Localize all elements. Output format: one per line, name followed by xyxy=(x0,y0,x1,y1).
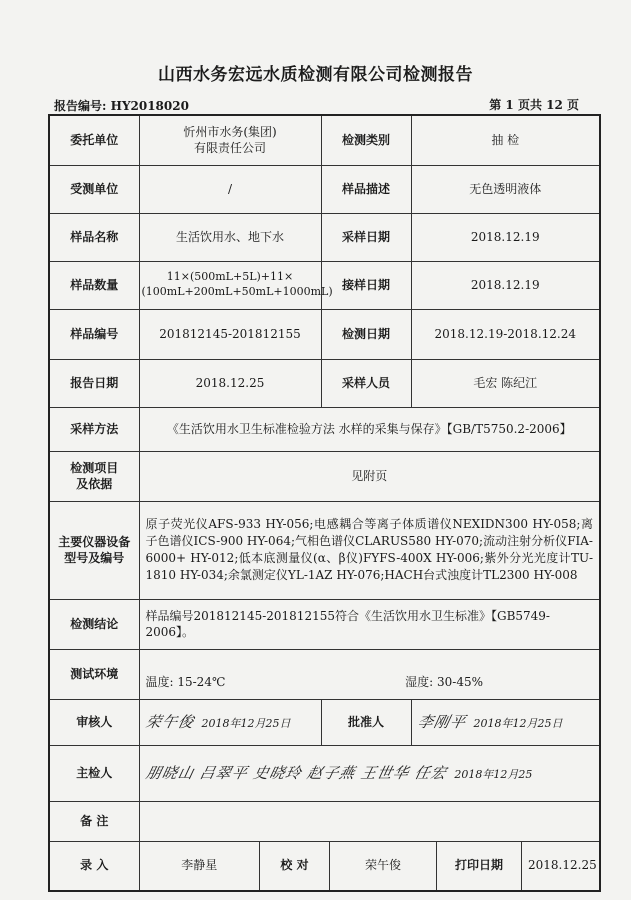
proof-value: 荣午俊 xyxy=(330,842,437,890)
method-value: 《生活饮用水卫生标准检验方法 水样的采集与保存》【GB/T5750.2-2006】 xyxy=(139,407,600,451)
table-row xyxy=(49,649,600,699)
env-label: 测试环境 xyxy=(49,649,139,699)
items-value: 见附页 xyxy=(139,451,600,501)
inspector-date: 2018年12月25 xyxy=(454,767,533,781)
print-date-value: 2018.12.25 xyxy=(528,858,597,873)
report-table xyxy=(48,114,601,892)
entry-subtable xyxy=(140,842,600,890)
conclusion-value: 样品编号201812145-201812155符合《生活饮用水卫生标准》【GB5749-2006】。 xyxy=(139,599,600,649)
entry-label: 录 入 xyxy=(49,841,139,891)
table-row xyxy=(49,501,600,599)
report-title: 山西水务宏远水质检测有限公司检测报告 xyxy=(158,65,473,85)
sample-desc-value: 无色透明液体 xyxy=(411,165,600,213)
test-type-label: 检测类别 xyxy=(321,115,411,165)
items-label: 检测项目 及依据 xyxy=(49,451,139,501)
tested-unit-value: / xyxy=(139,165,321,213)
table-row xyxy=(49,841,600,891)
reviewer-sig: 荣午俊 xyxy=(143,712,196,731)
receive-date-value: 2018.12.19 xyxy=(411,261,600,309)
sampling-date-value: 2018.12.19 xyxy=(411,213,600,261)
receive-date-label: 接样日期 xyxy=(321,261,411,309)
remark-label: 备 注 xyxy=(49,801,139,841)
approver-label: 批准人 xyxy=(321,699,411,745)
method-label: 采样方法 xyxy=(49,407,139,451)
sample-desc-label: 样品描述 xyxy=(321,165,411,213)
table-row xyxy=(49,407,600,451)
sample-no-label: 样品编号 xyxy=(49,309,139,359)
client-label: 委托单位 xyxy=(49,115,139,165)
client-value: 忻州市水务(集团) 有限责任公司 xyxy=(139,115,321,165)
report-number: 报告编号: HY2018020 xyxy=(54,99,189,113)
sample-no-value: 201812145-201812155 xyxy=(139,309,321,359)
test-date-label: 检测日期 xyxy=(321,309,411,359)
humidity-value: 湿度: 30-45% xyxy=(405,675,483,690)
table-row xyxy=(49,359,600,407)
table-row xyxy=(49,261,600,309)
table-row xyxy=(49,213,600,261)
equipment-label: 主要仪器设备 型号及编号 xyxy=(49,501,139,599)
entry-value: 李静星 xyxy=(140,842,260,890)
report-date-value: 2018.12.25 xyxy=(139,359,321,407)
entry-row xyxy=(139,841,600,891)
sample-qty-value: 11×(500mL+5L)+11× (100mL+200mL+50mL+1000mL) xyxy=(139,261,321,309)
temperature-value: 温度: 15-24℃ xyxy=(145,675,226,690)
table-row xyxy=(49,745,600,801)
table-row xyxy=(49,165,600,213)
table-row xyxy=(49,599,600,649)
proof-label: 校 对 xyxy=(260,842,330,890)
table-row xyxy=(49,309,600,359)
table-row xyxy=(140,842,600,890)
sampling-date-label: 采样日期 xyxy=(321,213,411,261)
table-row xyxy=(49,115,600,165)
conclusion-label: 检测结论 xyxy=(49,599,139,649)
inspector-label: 主检人 xyxy=(49,745,139,801)
sample-name-label: 样品名称 xyxy=(49,213,139,261)
reviewer-signature xyxy=(139,699,321,745)
table-row xyxy=(49,699,600,745)
sampler-label: 采样人员 xyxy=(321,359,411,407)
reviewer-date: 2018年12月25日 xyxy=(201,716,291,730)
equipment-value: 原子荧光仪AFS-933 HY-056;电感耦合等离子体质谱仪NEXIDN300 HY-058;离子色谱仪ICS-900 HY-064;气相色谱仪CLARUS580 HY-070;流动注射分析仪FIA-6000+ HY-012;低本底测量仪(α、β仪)FYFS-400X HY-006;紫外分光光度计TU-1810 HY-034;余氯测定仪YL-1AZ HY-076;HACH台式浊度计TL2300 HY-008 xyxy=(139,501,600,599)
reviewer-label: 审核人 xyxy=(49,699,139,745)
env-values xyxy=(139,649,600,699)
sample-name-value: 生活饮用水、地下水 xyxy=(139,213,321,261)
approver-date: 2018年12月25日 xyxy=(473,716,563,730)
inspector-sig: 朋晓山 吕翠平 史晓玲 赵子燕 王世华 任宏 xyxy=(143,763,449,782)
page-indicator: 第 1 页共 12 页 xyxy=(489,98,579,112)
report-date-label: 报告日期 xyxy=(49,359,139,407)
table-row xyxy=(49,801,600,841)
test-date-value: 2018.12.19-2018.12.24 xyxy=(411,309,600,359)
table-row xyxy=(49,451,600,501)
remark-value xyxy=(139,801,600,841)
tested-unit-label: 受测单位 xyxy=(49,165,139,213)
print-date-label: 打印日期 xyxy=(437,842,522,890)
inspector-signatures xyxy=(139,745,600,801)
sampler-value: 毛宏 陈纪江 xyxy=(411,359,600,407)
approver-signature xyxy=(411,699,600,745)
test-type-value: 抽 检 xyxy=(411,115,600,165)
sample-qty-label: 样品数量 xyxy=(49,261,139,309)
approver-sig: 李刚平 xyxy=(415,712,468,731)
